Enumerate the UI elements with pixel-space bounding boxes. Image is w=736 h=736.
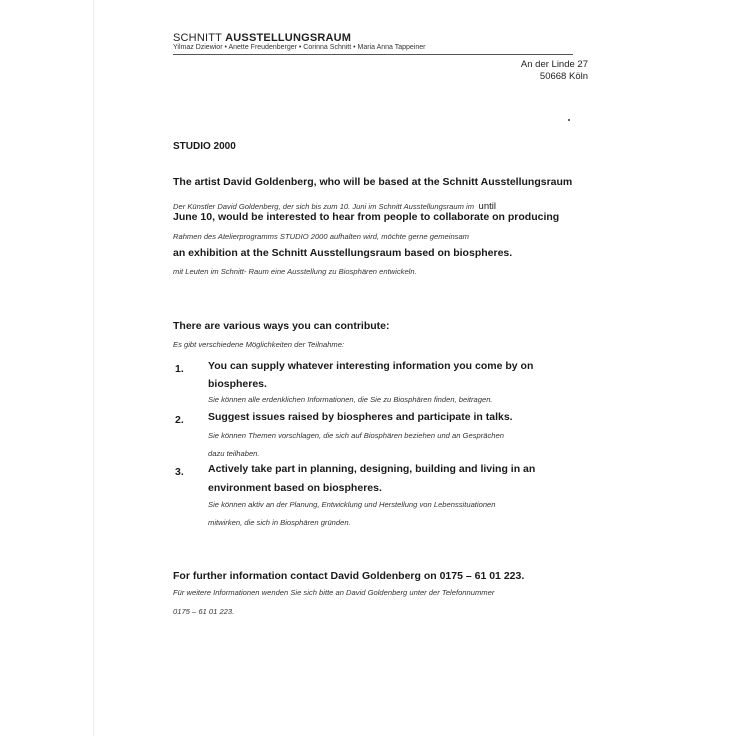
intro-en-line-3: an exhibition at the Schnitt Ausstellungsraum based on biospheres. [173,247,513,259]
list-item-number: 1. [175,363,184,375]
ways-heading-de: Es gibt verschiedene Möglichkeiten der Teilnahme: [173,340,345,349]
scan-speck [568,119,570,121]
list-item-de-line: Sie können alle erdenklichen Informationen, die Sie zu Biosphären finden, beitragen. [208,395,493,404]
document-title: STUDIO 2000 [173,141,236,152]
list-item-en-line: Actively take part in planning, designing, building and living in an [208,463,536,475]
intro-en-line-2: June 10, would be interested to hear from people to collaborate on producing [173,211,560,223]
list-item-en-line: environment based on biospheres. [208,482,382,494]
address-block [521,59,588,83]
list-item-number: 3. [175,466,184,478]
list-item-de-line: mitwirken, die sich in Biosphären gründen. [208,518,351,527]
ways-heading-en: There are various ways you can contribute: [173,320,390,332]
list-item-de-line: Sie können Themen vorschlagen, die sich auf Biosphären beziehen und an Gesprächen [208,431,504,440]
list-item-en-line: Suggest issues raised by biospheres and participate in talks. [208,411,513,423]
letterhead-name: AUSSTELLUNGSRAUM [225,32,352,44]
letterhead-rule [173,54,573,55]
contact-de-line-2: 0175 – 61 01 223. [173,607,235,616]
list-item-en-line: You can supply whatever interesting information you come by on [208,360,534,372]
address-street: An der Linde 27 [520,59,588,70]
list-item-en-line: biospheres. [208,378,267,390]
intro-de-line-3: mit Leuten im Schnitt- Raum eine Ausstellung zu Biosphären entwickeln. [173,267,417,276]
list-item-number: 2. [175,414,184,426]
letterhead-title [173,32,351,44]
intro-de-line-2: Rahmen des Atelierprogramms STUDIO 2000 aufhalten wird, möchte gerne gemeinsam [173,232,470,241]
letterhead-prefix: SCHNITT [173,32,222,44]
list-item-de-line: Sie können aktiv an der Planung, Entwicklung und Herstellung von Lebenssituationen [208,500,496,509]
intro-until-word: until [478,201,496,212]
intro-en-line-1: The artist David Goldenberg, who will be based at the Schnitt Ausstellungsraum [173,176,573,188]
contact-de-line-1: Für weitere Informationen wenden Sie sich bitte an David Goldenberg unter der Telefonnummer [173,588,495,597]
contact-en: For further information contact David Goldenberg on 0175 – 61 01 223. [173,570,525,582]
address-city: 50668 Köln [539,71,588,82]
intro-de-text-1: Der Künstler David Goldenberg, der sich bis zum 10. Juni im Schnitt Ausstellungsraum im [173,202,475,211]
scan-edge-shadow [93,0,95,736]
letterhead-names: Yilmaz Dziewior • Anette Freudenberger • Corinna Schnitt • Maria Anna Tappeiner [173,44,426,51]
list-item-de-line: dazu teilhaben. [208,449,260,458]
